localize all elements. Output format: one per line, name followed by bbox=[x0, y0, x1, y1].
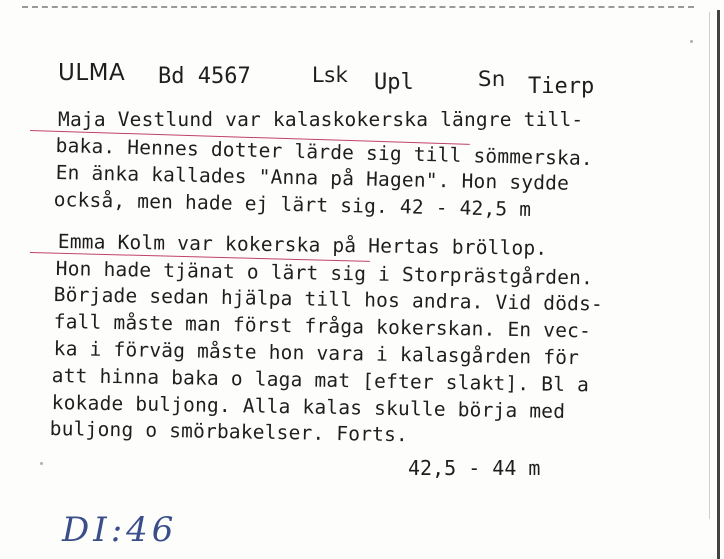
line-text: kokade buljong. Alla kalas skulle börja med bbox=[51, 391, 566, 423]
line-text: också, men hade ej lärt sig. 42 - 42,5 m bbox=[53, 188, 532, 221]
line-text: buljong o smörbakelser. Forts. bbox=[49, 417, 409, 447]
lsk-label: Lsk bbox=[312, 63, 349, 87]
parish: Tierp bbox=[528, 74, 595, 99]
line-text: fall måste man först fråga kokerskan. En vec- bbox=[53, 310, 592, 343]
sn-label: Sn bbox=[478, 67, 506, 91]
archive-mark: DI:46 bbox=[62, 510, 178, 550]
paper-speck bbox=[690, 40, 693, 43]
page-reference: 42,5 - 44 m bbox=[408, 456, 541, 480]
line-text: Började sedan hjälpa till hos andra. Vid döds- bbox=[53, 283, 604, 316]
text-line bbox=[55, 134, 724, 171]
line-text: En änka kallades "Anna på Hagen". Hon sydde bbox=[55, 161, 570, 195]
line-text: ka i förväg måste hon vara i kalasgården för bbox=[53, 337, 580, 370]
card-header bbox=[0, 60, 724, 100]
paper-speck bbox=[40, 462, 43, 465]
line-text: Maja Vestlund var kalaskokerska längre till- bbox=[58, 108, 584, 131]
line-text: Hon hade tjänat o lärt sig i Storprästgården. bbox=[55, 257, 594, 290]
text-line bbox=[55, 257, 724, 290]
province: Upl bbox=[374, 70, 414, 95]
line-text: Emma Kolm var kokerska på Hertas bröllop. bbox=[57, 230, 548, 260]
line-text: baka. Hennes dotter lärde sig till sömmerska. bbox=[55, 134, 594, 171]
text-line bbox=[57, 230, 724, 260]
collection-label: ULMA bbox=[58, 60, 126, 86]
volume-number: Bd 4567 bbox=[158, 64, 251, 89]
line-text: att hinna baka o laga mat [efter slakt]. Bl a bbox=[51, 364, 590, 397]
card-top-edge bbox=[22, 6, 694, 11]
